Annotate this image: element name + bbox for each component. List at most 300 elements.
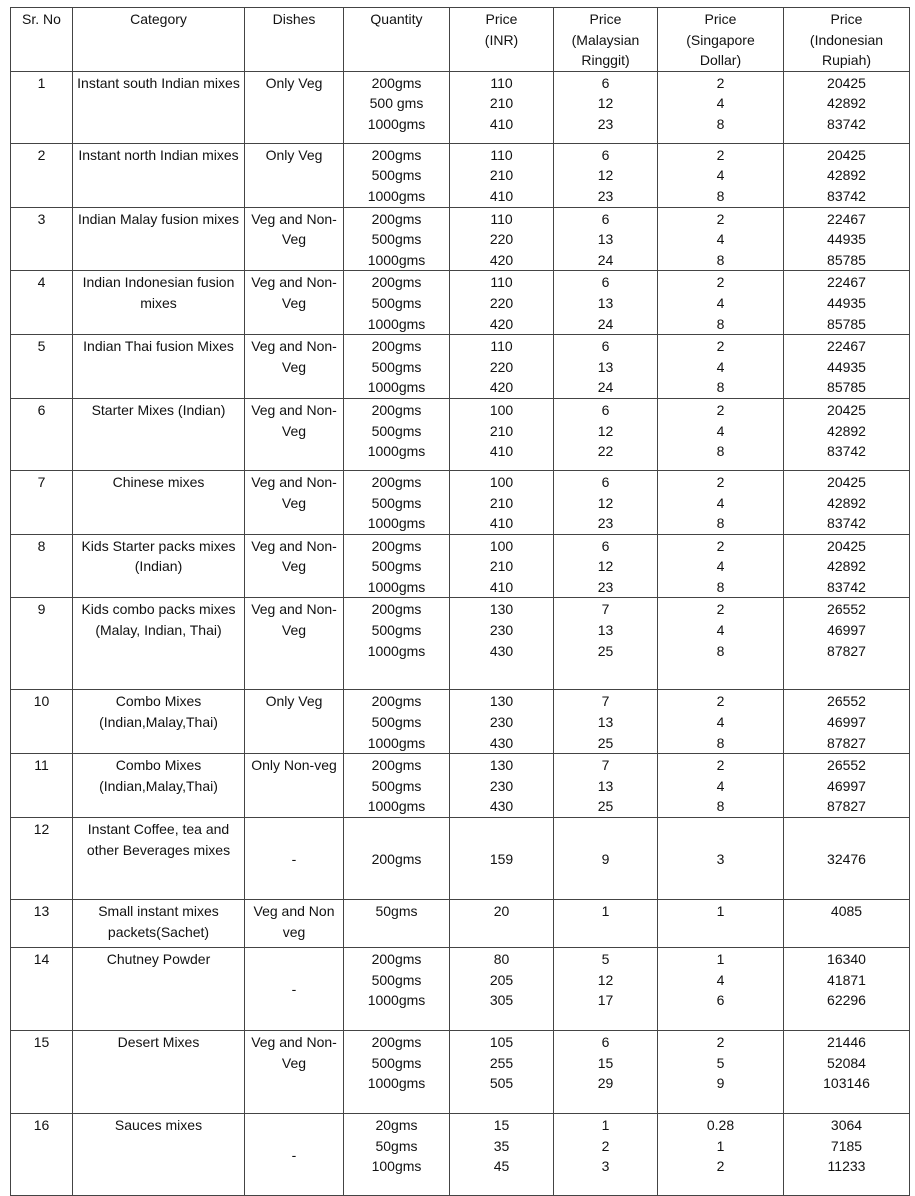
cell-price-sgd-value: 2 xyxy=(716,401,725,418)
cell-price-idr-value: 44935 xyxy=(827,358,866,375)
cell-price-inr-value: 110 xyxy=(490,210,513,227)
cell-price-myr-value: 3 xyxy=(601,1158,610,1175)
cell-sr-no: 7 xyxy=(11,470,73,534)
header-label: Category xyxy=(130,11,187,27)
cell-price-sgd-value: 4 xyxy=(716,558,725,575)
cell-price-idr-value: 85785 xyxy=(827,315,866,332)
cell-price-idr-value: 42892 xyxy=(827,558,866,575)
cell-quantity-value: 100gms xyxy=(371,1158,422,1175)
cell-price-myr-value: 6 xyxy=(601,74,610,91)
cell-price-myr-value: 12 xyxy=(597,422,614,439)
cell-quantity-value: 500gms xyxy=(371,777,422,794)
cell-price-sgd xyxy=(658,207,784,271)
cell-price-myr-value: 1 xyxy=(601,1117,610,1134)
cell-price-inr-value: 230 xyxy=(489,622,514,639)
cell-price-myr-value: 25 xyxy=(597,798,614,815)
cell-price-sgd-value: 8 xyxy=(716,379,725,396)
cell-price-idr-value: 83742 xyxy=(827,578,866,595)
cell-price-sgd-value: 2 xyxy=(716,473,725,490)
cell-price-idr-value: 42892 xyxy=(827,167,866,184)
cell-quantity-value: 500gms xyxy=(371,558,422,575)
table-row xyxy=(11,534,910,598)
cell-quantity-value: 500gms xyxy=(371,971,422,988)
header-category xyxy=(73,8,245,72)
cell-quantity-value: 200gms xyxy=(371,473,422,490)
table-row xyxy=(11,335,910,399)
cell-quantity xyxy=(344,598,450,690)
cell-price-myr-value: 6 xyxy=(601,1034,610,1051)
cell-price-sgd-value: 2 xyxy=(716,537,725,554)
cell-category: Instant south Indian mixes xyxy=(73,71,245,143)
cell-price-myr-value: 24 xyxy=(597,315,614,332)
cell-price-idr-value: 85785 xyxy=(827,251,866,268)
cell-category: Kids Starter packs mixes (Indian) xyxy=(73,534,245,598)
cell-quantity xyxy=(344,534,450,598)
cell-price-myr-value: 5 xyxy=(601,951,610,968)
cell-price-myr-value: 6 xyxy=(601,338,610,355)
table-row xyxy=(11,71,910,143)
cell-price-inr-value: 410 xyxy=(489,187,514,204)
cell-quantity-value: 1000gms xyxy=(367,515,426,532)
header-label: Price (Singapore Dollar) xyxy=(686,11,755,69)
cell-category: Combo Mixes (Indian,Malay,Thai) xyxy=(73,754,245,818)
cell-category: Instant north Indian mixes xyxy=(73,143,245,207)
cell-sr-no: 4 xyxy=(11,271,73,335)
cell-price-myr-value: 29 xyxy=(597,1075,614,1092)
cell-dishes: - xyxy=(245,818,344,900)
cell-category: Kids combo packs mixes (Malay, Indian, Thai) xyxy=(73,598,245,690)
cell-price-sgd xyxy=(658,271,784,335)
cell-price-inr-value: 230 xyxy=(489,714,514,731)
cell-price-sgd-value: 9 xyxy=(716,1075,725,1092)
cell-price-idr-value: 20425 xyxy=(827,473,866,490)
table-row xyxy=(11,398,910,470)
cell-price-myr xyxy=(554,534,658,598)
cell-price-myr-value: 6 xyxy=(601,274,610,291)
cell-sr-no: 6 xyxy=(11,398,73,470)
cell-quantity xyxy=(344,818,450,900)
cell-quantity-value: 500gms xyxy=(371,358,422,375)
cell-quantity xyxy=(344,398,450,470)
cell-dishes: Veg and Non-Veg xyxy=(245,534,344,598)
cell-price-myr xyxy=(554,1031,658,1114)
cell-quantity xyxy=(344,948,450,1031)
cell-price-idr-value: 41871 xyxy=(827,971,866,988)
cell-price-myr-value: 15 xyxy=(597,1054,614,1071)
cell-price-sgd-value: 8 xyxy=(716,798,725,815)
cell-quantity-value: 50gms xyxy=(375,1137,418,1154)
table-body xyxy=(11,71,910,1195)
cell-price-myr-value: 9 xyxy=(601,850,610,867)
cell-price-inr-value: 430 xyxy=(489,798,514,815)
cell-category: Chutney Powder xyxy=(73,948,245,1031)
cell-sr-no: 1 xyxy=(11,71,73,143)
cell-price-idr-value: 20425 xyxy=(827,537,866,554)
cell-price-idr xyxy=(784,534,910,598)
header-label: Dishes xyxy=(272,11,316,27)
cell-price-myr-value: 13 xyxy=(597,622,614,639)
cell-price-inr-value: 410 xyxy=(489,578,514,595)
cell-quantity-value: 1000gms xyxy=(367,443,426,460)
cell-price-idr-value: 22467 xyxy=(827,338,866,355)
cell-price-sgd-value: 2 xyxy=(716,274,725,291)
cell-quantity-value: 200gms xyxy=(371,210,422,227)
cell-price-myr xyxy=(554,900,658,948)
cell-price-idr xyxy=(784,143,910,207)
cell-price-myr-value: 24 xyxy=(597,251,614,268)
cell-price-myr-value: 23 xyxy=(597,515,614,532)
cell-price-sgd xyxy=(658,335,784,399)
cell-price-idr xyxy=(784,1031,910,1114)
cell-price-idr xyxy=(784,207,910,271)
cell-price-inr-value: 220 xyxy=(489,231,514,248)
cell-price-idr-value: 20425 xyxy=(827,146,866,163)
cell-price-sgd-value: 2 xyxy=(716,210,725,227)
cell-category: Indian Malay fusion mixes xyxy=(73,207,245,271)
cell-price-inr-value: 110 xyxy=(490,74,513,91)
cell-quantity xyxy=(344,470,450,534)
cell-price-inr-value: 100 xyxy=(489,473,514,490)
cell-price-idr-value: 26552 xyxy=(827,693,866,710)
cell-price-myr-value: 12 xyxy=(597,494,614,511)
table-row xyxy=(11,143,910,207)
cell-price-myr xyxy=(554,207,658,271)
cell-price-inr-value: 305 xyxy=(489,992,514,1009)
cell-price-myr-value: 24 xyxy=(597,379,614,396)
cell-price-myr-value: 1 xyxy=(601,903,610,920)
cell-price-inr-value: 230 xyxy=(489,777,514,794)
cell-price-inr-value: 430 xyxy=(489,642,514,659)
cell-quantity xyxy=(344,207,450,271)
table-row xyxy=(11,271,910,335)
header-sr-no xyxy=(11,8,73,72)
cell-price-idr xyxy=(784,948,910,1031)
cell-price-sgd-value: 1 xyxy=(716,951,725,968)
cell-price-myr-value: 22 xyxy=(597,443,614,460)
cell-price-idr xyxy=(784,1114,910,1196)
cell-quantity-value: 1000gms xyxy=(367,251,426,268)
cell-quantity xyxy=(344,900,450,948)
cell-price-inr-value: 159 xyxy=(489,850,514,867)
cell-price-sgd-value: 6 xyxy=(716,992,725,1009)
cell-price-inr-value: 110 xyxy=(490,338,513,355)
cell-price-idr xyxy=(784,470,910,534)
cell-price-sgd-value: 2 xyxy=(716,1034,725,1051)
cell-category: Indian Thai fusion Mixes xyxy=(73,335,245,399)
cell-price-sgd-value: 2 xyxy=(716,693,725,710)
cell-quantity-value: 1000gms xyxy=(367,187,426,204)
cell-price-idr-value: 3064 xyxy=(830,1117,863,1134)
cell-price-inr xyxy=(450,818,554,900)
cell-price-inr xyxy=(450,1114,554,1196)
cell-price-idr-value: 44935 xyxy=(827,231,866,248)
cell-quantity-value: 1000gms xyxy=(367,798,426,815)
cell-price-myr-value: 12 xyxy=(597,558,614,575)
cell-price-myr-value: 13 xyxy=(597,777,614,794)
cell-price-myr-value: 7 xyxy=(601,757,610,774)
cell-quantity xyxy=(344,335,450,399)
cell-quantity xyxy=(344,71,450,143)
cell-sr-no: 8 xyxy=(11,534,73,598)
cell-price-inr xyxy=(450,207,554,271)
cell-price-inr-value: 15 xyxy=(493,1117,510,1134)
cell-sr-no: 9 xyxy=(11,598,73,690)
cell-price-idr-value: 22467 xyxy=(827,274,866,291)
cell-price-idr-value: 11233 xyxy=(827,1158,866,1175)
cell-quantity-value: 200gms xyxy=(371,274,422,291)
table-row xyxy=(11,818,910,900)
cell-quantity-value: 500gms xyxy=(371,622,422,639)
cell-quantity xyxy=(344,690,450,754)
header-price-idr xyxy=(784,8,910,72)
header-price-myr xyxy=(554,8,658,72)
cell-price-inr-value: 35 xyxy=(493,1137,510,1154)
cell-price-idr-value: 26552 xyxy=(827,601,866,618)
cell-price-sgd-value: 5 xyxy=(716,1054,725,1071)
cell-price-sgd xyxy=(658,534,784,598)
header-label: Quantity xyxy=(370,11,423,27)
header-label: Sr. No xyxy=(22,11,61,27)
cell-price-myr-value: 13 xyxy=(597,231,614,248)
cell-price-inr-value: 110 xyxy=(490,274,513,291)
cell-quantity-value: 1000gms xyxy=(367,379,426,396)
cell-quantity-value: 200gms xyxy=(371,74,422,91)
cell-price-sgd xyxy=(658,1031,784,1114)
header-quantity xyxy=(344,8,450,72)
cell-price-sgd-value: 4 xyxy=(716,971,725,988)
cell-price-inr-value: 210 xyxy=(489,422,514,439)
cell-price-sgd-value: 8 xyxy=(716,734,725,751)
cell-price-inr-value: 220 xyxy=(489,358,514,375)
cell-price-inr-value: 45 xyxy=(493,1158,510,1175)
cell-price-myr xyxy=(554,271,658,335)
cell-quantity xyxy=(344,143,450,207)
cell-price-sgd xyxy=(658,754,784,818)
cell-price-sgd-value: 4 xyxy=(716,494,725,511)
cell-price-myr-value: 23 xyxy=(597,115,614,132)
cell-price-inr xyxy=(450,534,554,598)
cell-price-inr-value: 505 xyxy=(489,1075,514,1092)
cell-price-idr-value: 83742 xyxy=(827,187,866,204)
cell-price-inr-value: 110 xyxy=(490,146,513,163)
cell-price-sgd-value: 8 xyxy=(716,642,725,659)
cell-price-idr xyxy=(784,271,910,335)
cell-price-inr-value: 220 xyxy=(489,294,514,311)
cell-quantity-value: 1000gms xyxy=(367,578,426,595)
cell-price-sgd-value: 4 xyxy=(716,358,725,375)
cell-price-inr-value: 100 xyxy=(489,537,514,554)
cell-quantity-value: 500gms xyxy=(371,714,422,731)
cell-price-sgd-value: 4 xyxy=(716,622,725,639)
cell-dishes: Veg and Non-Veg xyxy=(245,598,344,690)
cell-price-sgd-value: 2 xyxy=(716,757,725,774)
cell-price-sgd-value: 3 xyxy=(716,850,725,867)
cell-price-myr xyxy=(554,143,658,207)
cell-price-sgd xyxy=(658,470,784,534)
cell-dishes: Veg and Non veg xyxy=(245,900,344,948)
cell-price-inr-value: 210 xyxy=(489,167,514,184)
cell-price-sgd-value: 8 xyxy=(716,251,725,268)
cell-price-myr-value: 25 xyxy=(597,734,614,751)
cell-price-idr-value: 44935 xyxy=(827,294,866,311)
cell-quantity-value: 200gms xyxy=(371,601,422,618)
cell-price-inr-value: 130 xyxy=(489,693,514,710)
cell-dishes: Veg and Non-Veg xyxy=(245,1031,344,1114)
table-row xyxy=(11,948,910,1031)
cell-price-idr-value: 16340 xyxy=(827,951,866,968)
cell-dishes: Veg and Non-Veg xyxy=(245,271,344,335)
cell-price-myr-value: 7 xyxy=(601,693,610,710)
cell-price-inr xyxy=(450,335,554,399)
cell-price-inr xyxy=(450,598,554,690)
cell-price-sgd-value: 8 xyxy=(716,443,725,460)
cell-price-inr xyxy=(450,754,554,818)
cell-price-myr-value: 13 xyxy=(597,358,614,375)
cell-quantity-value: 1000gms xyxy=(367,992,426,1009)
cell-price-myr xyxy=(554,754,658,818)
cell-price-inr xyxy=(450,948,554,1031)
cell-price-sgd-value: 4 xyxy=(716,167,725,184)
cell-price-myr-value: 6 xyxy=(601,473,610,490)
cell-quantity xyxy=(344,1031,450,1114)
cell-price-sgd xyxy=(658,900,784,948)
cell-quantity-value: 200gms xyxy=(371,338,422,355)
cell-price-myr-value: 13 xyxy=(597,294,614,311)
cell-price-idr-value: 26552 xyxy=(827,757,866,774)
cell-price-sgd-value: 8 xyxy=(716,187,725,204)
cell-price-idr-value: 7185 xyxy=(830,1137,863,1154)
cell-quantity-value: 20gms xyxy=(375,1117,418,1134)
cell-price-sgd xyxy=(658,818,784,900)
cell-category: Sauces mixes xyxy=(73,1114,245,1196)
cell-price-sgd xyxy=(658,143,784,207)
cell-price-inr-value: 420 xyxy=(489,379,514,396)
cell-quantity-value: 500gms xyxy=(371,422,422,439)
header-row xyxy=(11,8,910,72)
cell-price-idr xyxy=(784,690,910,754)
table-row xyxy=(11,1114,910,1196)
cell-price-inr xyxy=(450,71,554,143)
cell-price-idr-value: 87827 xyxy=(827,798,866,815)
cell-quantity xyxy=(344,1114,450,1196)
table-row xyxy=(11,754,910,818)
cell-price-inr xyxy=(450,398,554,470)
cell-price-idr-value: 20425 xyxy=(827,74,866,91)
cell-sr-no: 16 xyxy=(11,1114,73,1196)
cell-sr-no: 2 xyxy=(11,143,73,207)
cell-price-sgd-value: 4 xyxy=(716,777,725,794)
cell-price-myr-value: 13 xyxy=(597,714,614,731)
cell-price-sgd-value: 8 xyxy=(716,315,725,332)
cell-price-sgd-value: 8 xyxy=(716,515,725,532)
cell-price-inr xyxy=(450,470,554,534)
cell-category: Combo Mixes (Indian,Malay,Thai) xyxy=(73,690,245,754)
cell-price-inr-value: 430 xyxy=(489,734,514,751)
cell-sr-no: 10 xyxy=(11,690,73,754)
cell-quantity-value: 200gms xyxy=(371,537,422,554)
cell-sr-no: 5 xyxy=(11,335,73,399)
cell-price-idr-value: 85785 xyxy=(827,379,866,396)
cell-dishes: Veg and Non-Veg xyxy=(245,470,344,534)
cell-quantity xyxy=(344,754,450,818)
cell-price-myr xyxy=(554,71,658,143)
cell-quantity-value: 1000gms xyxy=(367,115,426,132)
cell-category: Desert Mixes xyxy=(73,1031,245,1114)
cell-price-sgd-value: 4 xyxy=(716,294,725,311)
cell-price-inr-value: 420 xyxy=(489,315,514,332)
cell-dishes: - xyxy=(245,1114,344,1196)
cell-price-inr-value: 210 xyxy=(489,558,514,575)
header-price-inr xyxy=(450,8,554,72)
cell-price-myr xyxy=(554,398,658,470)
cell-price-idr xyxy=(784,398,910,470)
cell-price-sgd-value: 2 xyxy=(716,146,725,163)
cell-category: Chinese mixes xyxy=(73,470,245,534)
cell-price-inr-value: 410 xyxy=(489,515,514,532)
cell-price-sgd xyxy=(658,948,784,1031)
cell-dishes: Only Veg xyxy=(245,71,344,143)
cell-price-inr-value: 205 xyxy=(489,971,514,988)
cell-quantity-value: 50gms xyxy=(375,903,418,920)
cell-price-sgd-value: 4 xyxy=(716,714,725,731)
cell-price-inr-value: 420 xyxy=(489,251,514,268)
header-label: Price (INR) xyxy=(484,11,519,48)
cell-price-inr-value: 80 xyxy=(493,951,510,968)
cell-quantity xyxy=(344,271,450,335)
cell-price-inr-value: 210 xyxy=(489,494,514,511)
cell-price-myr-value: 23 xyxy=(597,187,614,204)
table-row xyxy=(11,207,910,271)
cell-price-idr-value: 62296 xyxy=(827,992,866,1009)
table-row xyxy=(11,690,910,754)
cell-price-sgd-value: 4 xyxy=(716,95,725,112)
cell-quantity-value: 1000gms xyxy=(367,1075,426,1092)
cell-price-idr xyxy=(784,754,910,818)
header-dishes xyxy=(245,8,344,72)
cell-category: Indian Indonesian fusion mixes xyxy=(73,271,245,335)
header-label: Price (Indonesian Rupiah) xyxy=(809,11,884,69)
cell-quantity-value: 500gms xyxy=(371,494,422,511)
cell-price-idr xyxy=(784,818,910,900)
cell-price-inr-value: 100 xyxy=(489,401,514,418)
cell-price-idr-value: 103146 xyxy=(823,1075,870,1092)
cell-price-sgd xyxy=(658,71,784,143)
cell-price-myr xyxy=(554,818,658,900)
cell-quantity-value: 1000gms xyxy=(367,642,426,659)
cell-quantity-value: 500gms xyxy=(371,231,422,248)
cell-quantity-value: 1000gms xyxy=(367,734,426,751)
cell-price-myr-value: 12 xyxy=(597,971,614,988)
cell-dishes: Veg and Non-Veg xyxy=(245,207,344,271)
cell-category: Small instant mixes packets(Sachet) xyxy=(73,900,245,948)
cell-dishes: Veg and Non-Veg xyxy=(245,398,344,470)
cell-price-sgd-value: 2 xyxy=(716,601,725,618)
cell-price-sgd-value: 4 xyxy=(716,231,725,248)
cell-price-sgd-value: 2 xyxy=(716,338,725,355)
header-label: Price (Malaysian Ringgit) xyxy=(571,11,640,69)
cell-category: Instant Coffee, tea and other Beverages mixes xyxy=(73,818,245,900)
cell-dishes: Only Veg xyxy=(245,690,344,754)
cell-price-sgd xyxy=(658,1114,784,1196)
cell-price-myr xyxy=(554,948,658,1031)
cell-price-myr-value: 12 xyxy=(597,95,614,112)
cell-price-inr xyxy=(450,143,554,207)
cell-price-inr xyxy=(450,900,554,948)
cell-price-idr-value: 46997 xyxy=(827,714,866,731)
cell-price-sgd-value: 8 xyxy=(716,578,725,595)
cell-quantity-value: 500gms xyxy=(371,1054,422,1071)
cell-price-inr-value: 210 xyxy=(489,95,514,112)
